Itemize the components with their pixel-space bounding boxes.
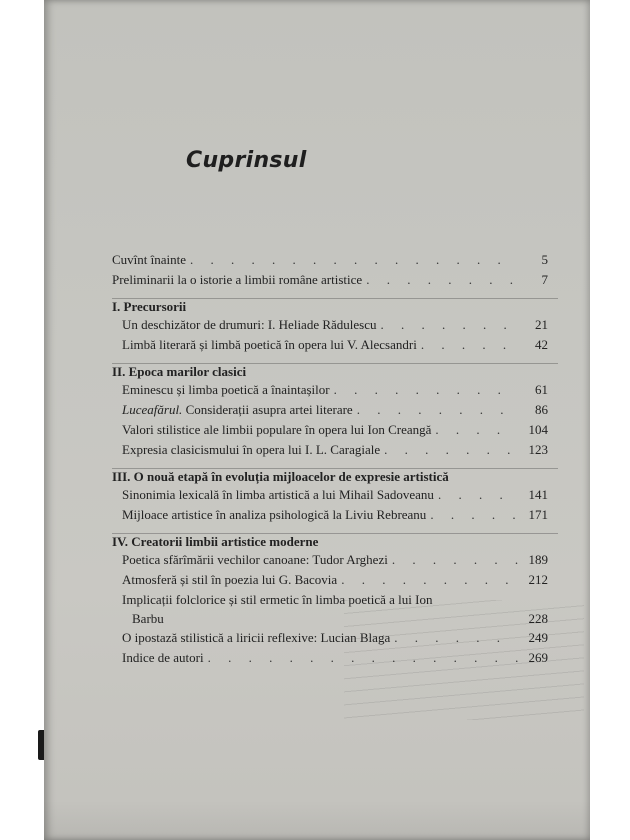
toc-page-number: 123 xyxy=(528,442,548,457)
toc-page-number: 171 xyxy=(528,507,548,522)
toc-entry-text: Un deschizător de drumuri: I. Heliade Rădulescu xyxy=(122,317,377,332)
toc-entry xyxy=(122,570,548,590)
toc-page-number: 86 xyxy=(535,402,548,417)
toc-entry xyxy=(122,590,548,610)
toc-section-3 xyxy=(112,468,548,525)
toc-page-number: 212 xyxy=(528,572,548,587)
toc-entry-text: Valori stilistice ale limbii populare în opera lui Ion Creangă xyxy=(122,422,432,437)
toc-section-4 xyxy=(112,533,548,668)
leader-dots xyxy=(435,420,518,440)
toc-entry xyxy=(112,270,548,290)
page-title: Cuprinsul xyxy=(186,148,307,173)
toc-entry xyxy=(122,550,548,570)
leader-dots xyxy=(394,628,518,648)
toc-entry xyxy=(122,648,548,668)
page-gutter xyxy=(0,0,44,840)
toc-page-number: 269 xyxy=(528,650,548,665)
leader-dots xyxy=(190,250,518,270)
toc-page-number: 5 xyxy=(541,252,548,267)
toc-entry-text: Atmosferă și stil în poezia lui G. Bacovia xyxy=(122,572,338,587)
toc-entry xyxy=(122,628,548,648)
toc-entry-text: Poetica sfărîmării vechilor canoane: Tudor Arghezi xyxy=(122,552,388,567)
leader-dots xyxy=(384,440,518,460)
page-shadow xyxy=(44,800,590,840)
toc-entry-text: Preliminarii la o istorie a limbii române artistice xyxy=(112,272,363,287)
toc-entry-subtext: Considerații asupra artei literare xyxy=(182,402,353,417)
toc-page-number: 21 xyxy=(535,317,548,332)
toc-entry-text: Sinonimia lexicală în limba artistică a lui Mihail Sadoveanu xyxy=(122,487,434,502)
toc-page-number: 249 xyxy=(528,630,548,645)
toc-entry-text: O ipostază stilistică a liricii reflexive: Lucian Blaga xyxy=(122,630,391,645)
toc-entry xyxy=(122,335,548,355)
poem-title: Luceafărul. xyxy=(122,402,183,417)
leader-dots xyxy=(438,485,518,505)
toc-page-number: 104 xyxy=(528,422,548,437)
table-of-contents xyxy=(112,250,548,668)
toc-page-number: 42 xyxy=(535,337,548,352)
toc-page-number: 189 xyxy=(528,552,548,567)
toc-section-2 xyxy=(112,363,548,460)
toc-entry xyxy=(122,420,548,440)
toc-page-number: 61 xyxy=(535,382,548,397)
leader-dots xyxy=(381,315,519,335)
toc-entry xyxy=(122,505,548,525)
toc-entry-text: Eminescu și limba poetică a înaintașilor xyxy=(122,382,330,397)
toc-entry-continuation xyxy=(122,610,548,628)
toc-page-number: 228 xyxy=(528,611,548,626)
toc-entry-text: Mijloace artistice în analiza psihologică la Liviu Rebreanu xyxy=(122,507,427,522)
leader-dots xyxy=(392,550,518,570)
toc-section-1 xyxy=(112,298,548,355)
toc-entry-text: Indice de autori xyxy=(122,650,204,665)
toc-entry xyxy=(122,440,548,460)
toc-entry-text: Cuvînt înainte xyxy=(112,252,187,267)
leader-dots xyxy=(366,270,518,290)
leader-dots xyxy=(421,335,518,355)
toc-entry xyxy=(112,250,548,270)
section-heading: I. Precursorii xyxy=(112,299,187,314)
toc-entry xyxy=(122,485,548,505)
toc-entry xyxy=(122,315,548,335)
leader-dots xyxy=(430,505,518,525)
section-heading: II. Epoca marilor clasici xyxy=(112,364,247,379)
toc-entry-text: Limbă literară și limbă poetică în opera lui V. Alecsandri xyxy=(122,337,417,352)
leader-dots xyxy=(208,648,518,668)
leader-dots xyxy=(341,570,518,590)
toc-page-number: 141 xyxy=(528,487,548,502)
leader-dots xyxy=(357,400,518,420)
toc-entry-text: Expresia clasicismului în opera lui I. L. Caragiale xyxy=(122,442,381,457)
toc-entry-text xyxy=(122,400,357,420)
toc-entry-text: Barbu xyxy=(132,611,164,626)
toc-entry xyxy=(122,400,548,420)
toc-entry xyxy=(122,380,548,400)
section-heading: IV. Creatorii limbii artistice moderne xyxy=(112,534,319,549)
toc-page-number: 7 xyxy=(541,272,548,287)
section-heading: III. O nouă etapă în evoluția mijloacelor de expresie artistică xyxy=(112,469,449,484)
leader-dots xyxy=(334,380,518,400)
toc-entry-text: Implicații folclorice și stil ermetic în limba poetică a lui Ion xyxy=(122,592,433,607)
